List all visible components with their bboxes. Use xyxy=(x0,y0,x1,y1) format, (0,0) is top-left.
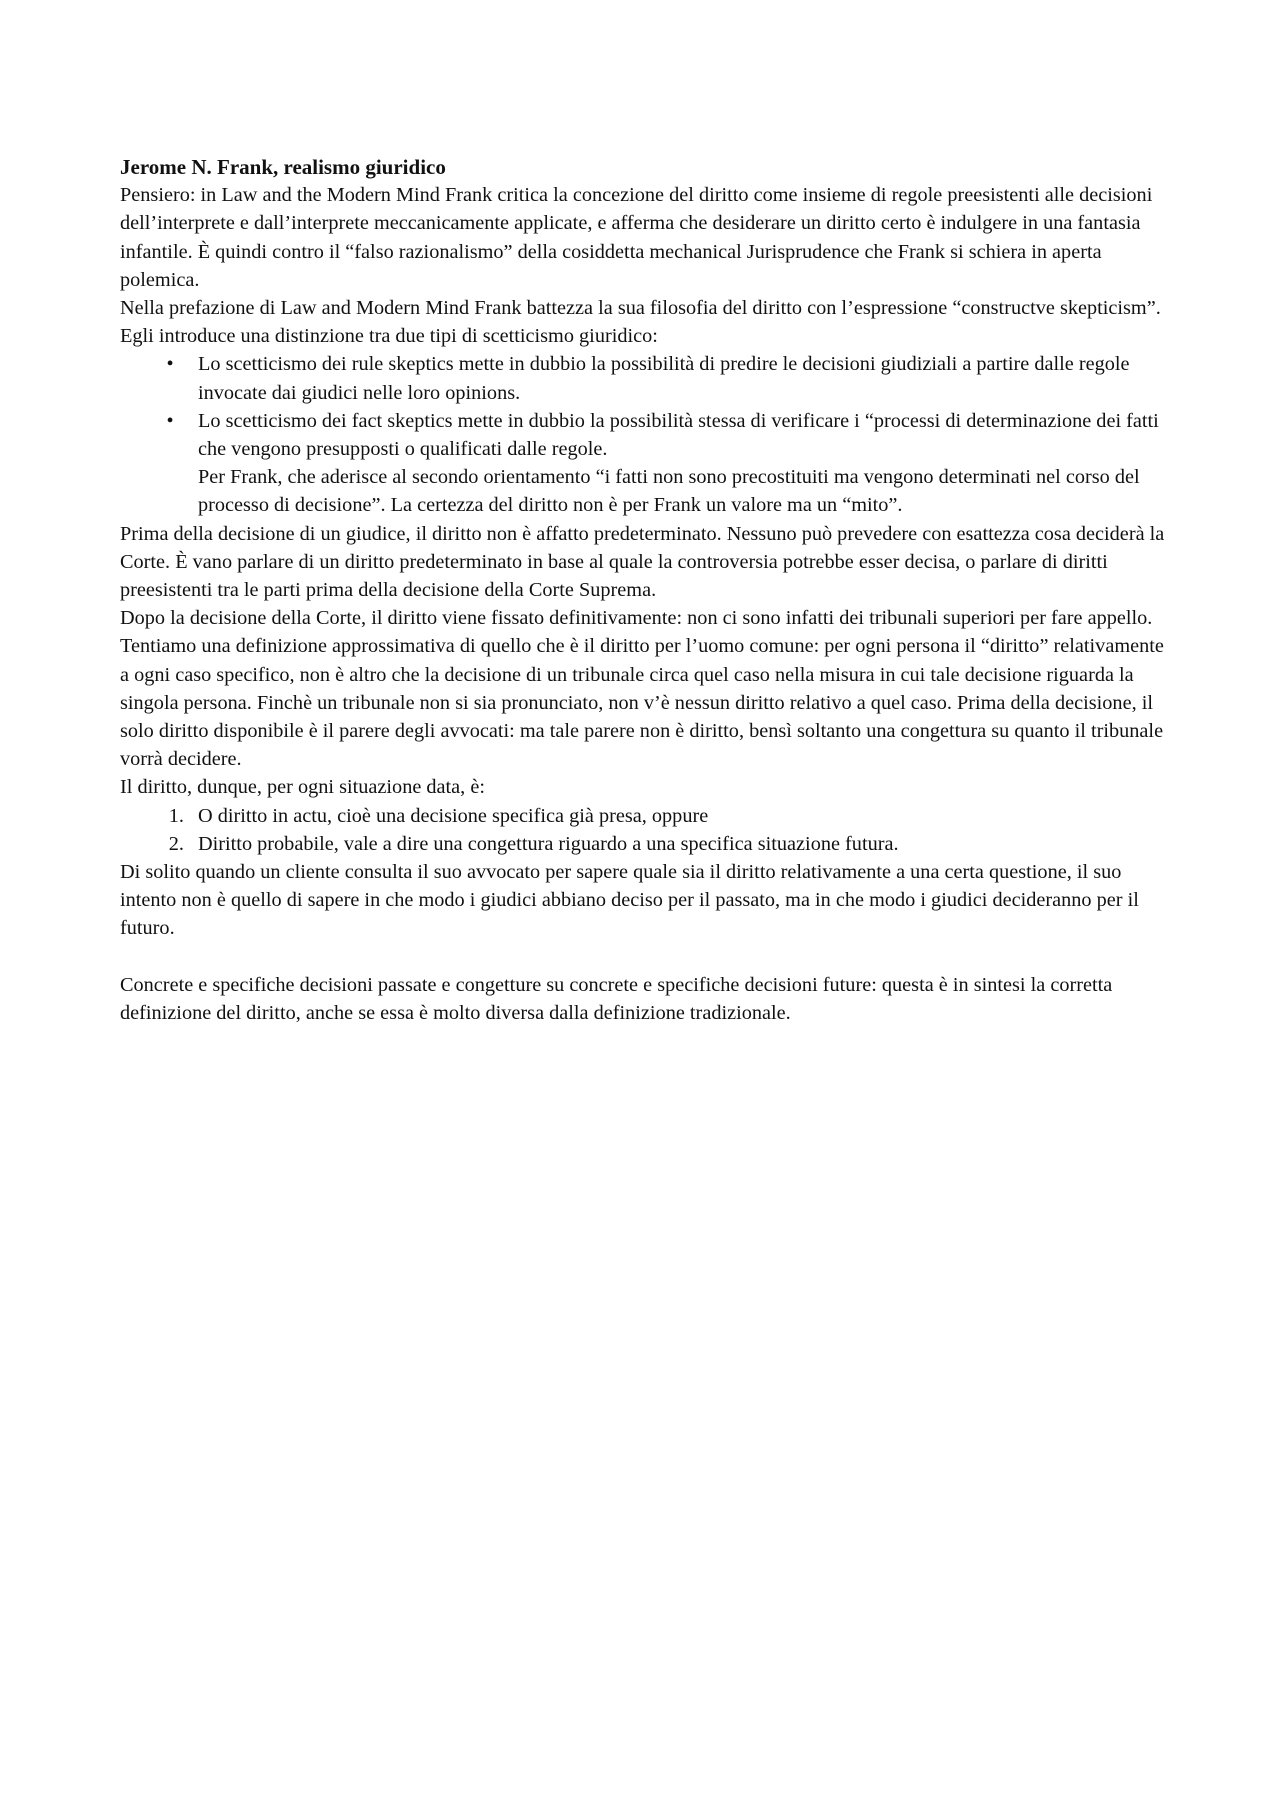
bullet-icon: • xyxy=(166,409,174,432)
cliente-paragraph: Di solito quando un cliente consulta il suo avvocato per sapere quale sia il diritto relativamente a una certa questione, il suo intento non è quello di sapere in che modo i giudici abbiano deciso per il passato, ma in che modo i giudici decideranno per il futuro. xyxy=(120,861,1139,940)
document-page xyxy=(120,153,1165,1027)
list-item xyxy=(120,407,1165,463)
dopo-paragraph: Dopo la decisione della Corte, il diritto viene fissato definitivamente: non ci sono infatti dei tribunali superiori per fare appello. xyxy=(120,607,1153,630)
bullet-text: Lo scetticismo dei fact skeptics mette in dubbio la possibilità stessa di verificare i “processi di determinazione dei fatti che vengono presupposti o qualificati dalle regole. xyxy=(198,409,1159,461)
bullet-text: Lo scetticismo dei rule skeptics mette in dubbio la possibilità di predire le decisioni giudiziali a partire dalle regole invocate dai giudici nelle loro opinions. xyxy=(198,353,1130,404)
numbered-text: O diritto in actu, cioè una decisione specifica già presa, oppure xyxy=(198,804,709,827)
list-item xyxy=(120,350,1165,406)
list-number: 2. xyxy=(168,832,184,855)
bullet-continuation-paragraph: Per Frank, che aderisce al secondo orientamento “i fatti non sono precostituiti ma vengono determinati nel corso del processo di decisione”. La certezza del diritto non è per Frank un valore ma un “mito”. xyxy=(198,466,1140,517)
dunque-paragraph: Il diritto, dunque, per ogni situazione data, è: xyxy=(120,776,485,799)
list-number: 1. xyxy=(168,804,184,827)
skepticism-bullet-list xyxy=(120,350,1165,463)
blank-line xyxy=(120,943,1165,971)
bullet-icon: • xyxy=(166,353,174,376)
diritto-numbered-list xyxy=(120,802,1165,858)
numbered-text: Diritto probabile, vale a dire una congettura riguardo a una specifica situazione futura. xyxy=(198,832,899,855)
concrete-paragraph: Concrete e specifiche decisioni passate e congetture su concrete e specifiche decisioni future: questa è in sintesi la corretta definizione del diritto, anche se essa è molto diversa dalla definizione tradizionale. xyxy=(120,973,1113,1025)
document-title: Jerome N. Frank, realismo giuridico xyxy=(120,155,446,179)
intro-paragraph: Pensiero: in Law and the Modern Mind Frank critica la concezione del diritto come insieme di regole preesistenti alle decisioni dell’interprete e dall’interprete meccanicamente applicate, e afferma che desiderare un diritto certo è indulgere in una fantasia infantile. È quindi contro il “falso razionalismo” della cosiddetta mechanical Jurisprudence che Frank si schiera in aperta polemica. xyxy=(120,184,1153,291)
list-item xyxy=(120,802,1165,830)
prima-paragraph: Prima della decisione di un giudice, il diritto non è affatto predeterminato. Nessuno può prevedere con esattezza cosa deciderà la Corte. È vano parlare di un diritto predeterminato in base al quale la controversia potrebbe esser decisa, o parlare di diritti preesistenti tra le parti prima della decisione della Corte Suprema. xyxy=(120,522,1165,602)
tentiamo-paragraph: Tentiamo una definizione approssimativa di quello che è il diritto per l’uomo comune: per ogni persona il “diritto” relativamente a ogni caso specifico, non è altro che la decisione di un tribunale circa quel caso nella misura in cui tale decisione riguarda la singola persona. Finchè un tribunale non si sia pronunciato, non v’è nessun diritto relativo a quel caso. Prima della decisione, il solo diritto disponibile è il parere degli avvocati: ma tale parere non è diritto, bensì soltanto una congettura su quanto il tribunale vorrà decidere. xyxy=(120,635,1164,771)
list-item xyxy=(120,830,1165,858)
preface-paragraph: Nella prefazione di Law and Modern Mind Frank battezza la sua filosofia del diritto con l’espressione “constructve skepticism”. Egli introduce una distinzione tra due tipi di scetticismo giuridico: xyxy=(120,297,1161,348)
